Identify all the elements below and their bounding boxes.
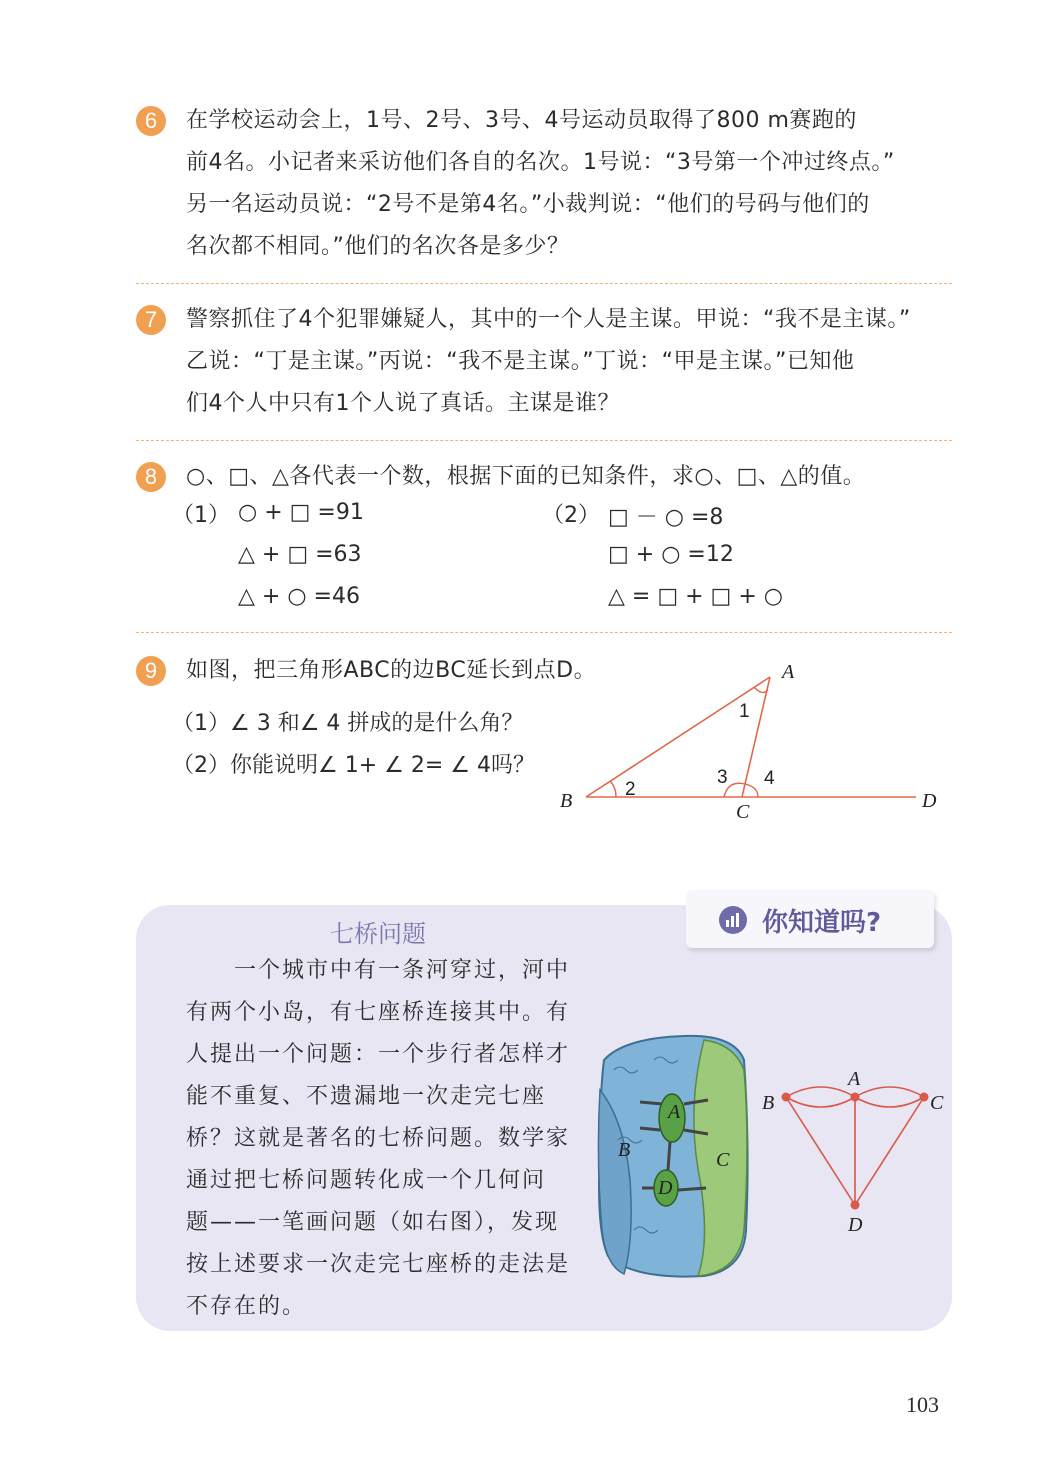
vertex-b (782, 1093, 791, 1102)
graph-label-c: C (930, 1092, 944, 1114)
page-number: 103 (906, 1392, 939, 1417)
box-line: 一个城市中有一条河穿过，河中 (186, 958, 571, 983)
box-line: 通过把七桥问题转化成一个几何问 (186, 1168, 547, 1193)
question-7-text (186, 299, 911, 425)
box-line: 有两个小岛，有七座桥连接其中。有 (186, 1000, 571, 1025)
q8-equation: △ = □ + □ + ○ (608, 584, 783, 609)
q8-equation: □ － ○ =8 (608, 505, 724, 530)
q7-line: 们4个人中只有1个人说了真话。主谋是谁？ (186, 391, 620, 416)
box-line: 人提出一个问题：一个步行者怎样才 (186, 1042, 571, 1067)
label-d: D (922, 790, 937, 812)
map-label-d: D (658, 1177, 673, 1199)
box-line: 题——一笔画问题（如右图），发现 (186, 1210, 560, 1235)
angle-label-4: 4 (764, 768, 775, 789)
graph-label-b: B (762, 1092, 775, 1114)
q8-group1-label: （1） (172, 503, 230, 528)
line-ba (586, 677, 770, 797)
question-number-9: 9 (136, 656, 166, 686)
divider (136, 632, 952, 633)
seven-bridges-text (186, 950, 586, 1328)
map-label-c: C (716, 1149, 730, 1171)
triangle-figure (540, 650, 960, 830)
vertex-c (920, 1093, 929, 1102)
q8-equation: ○ + □ =91 (238, 500, 364, 525)
q9-sub2: （2）你能说明∠ 1+ ∠ 2= ∠ 4吗？ (172, 753, 535, 778)
label-a: A (782, 661, 795, 683)
did-you-know-title: 你知道吗? (762, 908, 882, 938)
map-label-b: B (618, 1139, 631, 1161)
q7-line: 警察抓住了4个犯罪嫌疑人，其中的一个人是主谋。甲说：“我不是主谋。” (186, 307, 911, 332)
box-line: 按上述要求一次走完七座桥的走法是 (186, 1252, 571, 1277)
angle-arc-1 (754, 687, 768, 692)
graph-label-a: A (848, 1068, 861, 1090)
bar-chart-icon (718, 905, 748, 935)
box-line: 能不重复、不遗漏地一次走完七座 (186, 1084, 547, 1109)
q8-equation: △ + □ =63 (238, 542, 362, 567)
question-number-6: 6 (136, 106, 166, 136)
question-number-8: 8 (136, 462, 166, 492)
q8-equation: △ + ○ =46 (238, 584, 360, 609)
map-label-a: A (668, 1101, 681, 1123)
q7-line: 乙说：“丁是主谋。”丙说：“我不是主谋。”丁说：“甲是主谋。”已知他 (186, 349, 855, 374)
q9-intro-line: 如图，把三角形ABC的边BC延长到点D。 (186, 658, 597, 683)
seven-bridges-title: 七桥问题 (330, 920, 426, 948)
angle-arc-2 (610, 781, 616, 797)
q6-line: 另一名运动员说：“2号不是第4名。”小裁判说：“他们的号码与他们的 (186, 192, 870, 217)
angle-label-2: 2 (625, 779, 636, 800)
vertex-a (851, 1093, 860, 1102)
q6-line: 前4名。小记者来采访他们各自的名次。1号说：“3号第一个冲过终点。” (186, 150, 895, 175)
question-8-intro (186, 456, 865, 498)
q9-sub1: （1）∠ 3 和∠ 4 拼成的是什么角？ (172, 711, 524, 736)
divider (136, 440, 952, 441)
box-line: 桥？这就是著名的七桥问题。数学家 (186, 1126, 571, 1151)
label-c: C (736, 801, 750, 823)
question-number-7: 7 (136, 305, 166, 335)
divider (136, 283, 952, 284)
vertex-d (851, 1201, 860, 1210)
q8-equation: □ + ○ =12 (608, 542, 734, 567)
q8-group2-label: （2） (542, 503, 600, 528)
q6-line: 名次都不相同。”他们的名次各是多少？ (186, 234, 570, 259)
graph-label-d: D (848, 1214, 863, 1236)
q6-line: 在学校运动会上，1号、2号、3号、4号运动员取得了800 m赛跑的 (186, 108, 857, 133)
label-b: B (560, 790, 573, 812)
q8-intro-line: ○、□、△各代表一个数，根据下面的已知条件，求○、□、△的值。 (186, 464, 866, 489)
seven-bridges-graph (756, 1065, 956, 1245)
box-line: 不存在的。 (186, 1294, 307, 1319)
angle-arc-3-4 (724, 783, 758, 797)
question-9-intro (186, 650, 596, 692)
river-map-illustration (594, 1030, 750, 1280)
angle-label-3: 3 (717, 767, 728, 788)
angle-label-1: 1 (739, 701, 750, 722)
question-6-text (186, 100, 895, 268)
